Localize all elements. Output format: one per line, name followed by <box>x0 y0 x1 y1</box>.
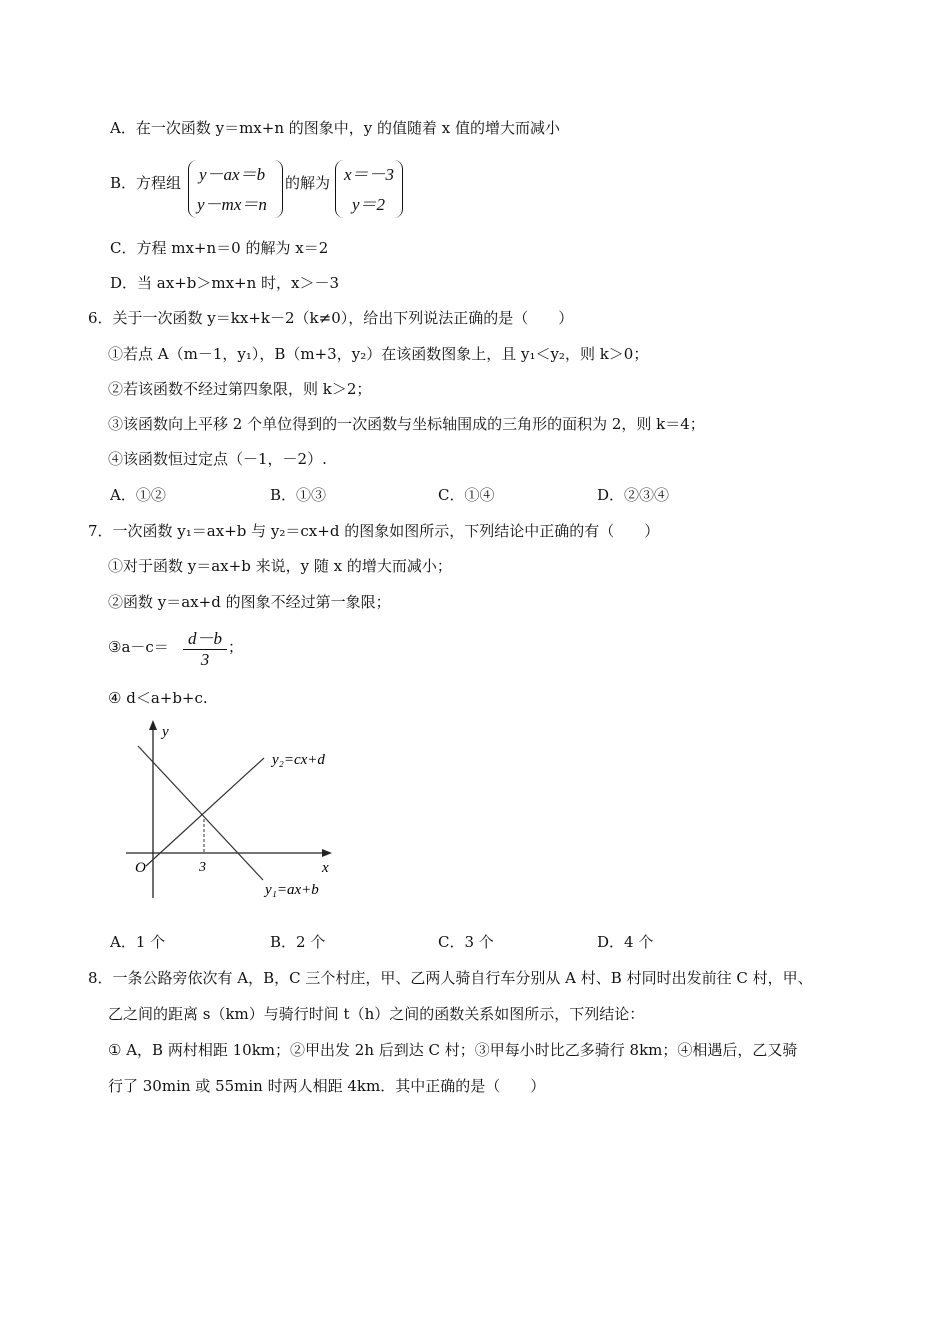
q6-statement-2: ②若该函数不经过第四象限，则 k＞2； <box>108 380 372 398</box>
q7-option-d: D．4 个 <box>597 933 654 951</box>
q7-option-c: C．3 个 <box>438 933 494 951</box>
q6-option-b: B．①③ <box>270 486 327 504</box>
q7-statement-2: ②函数 y＝ax+d 的图象不经过第一象限； <box>108 593 391 611</box>
x-axis-label: x <box>322 860 329 876</box>
q5-system-left-brace <box>188 160 197 218</box>
fraction-numerator: d－b <box>188 629 222 648</box>
q8-line-3: ① A，B 两村相距 10km；②甲出发 2h 后到达 C 村；③甲每小时比乙多骑行 8km；④相遇后，乙又骑 <box>108 1041 798 1059</box>
q6-stem: 6．关于一次函数 y＝kx+k－2（k≠0），给出下列说法正确的是（ ） <box>88 309 574 327</box>
q6-option-a: A．①② <box>110 486 166 504</box>
q5-solution-1: x＝－3 <box>344 165 395 184</box>
y-axis-arrow-icon <box>149 720 157 730</box>
q7-statement-3-fraction <box>183 624 227 670</box>
q7-statement-3-suffix: ； <box>228 638 244 656</box>
line-y2-label: y₂=cx+d <box>272 752 325 768</box>
q5-system-eq2: y－mx＝n <box>197 195 267 214</box>
q7-statement-1: ①对于函数 y＝ax+b 来说，y 随 x 的增大而减小； <box>108 557 452 575</box>
q8-line-4: 行了 30min 或 55min 时两人相距 4km．其中正确的是（ ） <box>108 1077 546 1095</box>
q5-system-right-brace <box>274 160 283 218</box>
q6-statement-3: ③该函数向上平移 2 个单位得到的一次函数与坐标轴围成的三角形的面积为 2，则 k＝4； <box>108 415 705 433</box>
x-tick-label: 3 <box>199 860 206 875</box>
q6-statement-1: ①若点 A（m－1，y₁），B（m+3，y₂）在该函数图象上，且 y₁＜y₂，则 k＞0； <box>108 345 649 363</box>
origin-label: O <box>135 860 146 876</box>
q7-function-graph <box>118 716 343 906</box>
q7-statement-3-prefix: ③a－c＝ <box>108 638 169 656</box>
q5-option-d: D．当 ax+b＞mx+n 时，x＞－3 <box>110 274 340 292</box>
q8-line-2: 乙之间的距离 s（km）与骑行时间 t（h）之间的函数关系如图所示，下列结论： <box>108 1005 645 1023</box>
line-y1-label: y₁=ax+b <box>265 882 319 898</box>
q7-statement-4: ④ d＜a+b+c. <box>108 689 208 707</box>
q6-statement-4: ④该函数恒过定点（－1，－2）. <box>108 450 327 468</box>
q5-system-eq1: y－ax＝b <box>199 165 266 184</box>
q6-option-c: C．①④ <box>438 486 495 504</box>
q5-option-c: C．方程 mx+n＝0 的解为 x＝2 <box>110 239 329 257</box>
q5-solution-2: y＝2 <box>352 195 386 214</box>
fraction-denominator: 3 <box>200 650 210 669</box>
q7-stem: 7．一次函数 y₁＝ax+b 与 y₂＝cx+d 的图象如图所示，下列结论中正确的有（ ） <box>88 522 660 540</box>
x-axis-arrow-icon <box>322 849 332 857</box>
q5-option-b-mid: 的解为 <box>285 174 331 192</box>
q5-solution-right-brace <box>394 160 403 218</box>
q7-option-b: B．2 个 <box>270 933 326 951</box>
q5-option-b-prefix: B．方程组 <box>110 174 182 192</box>
y-axis-label: y <box>162 724 169 740</box>
q7-option-a: A．1 个 <box>110 933 166 951</box>
q8-line-1: 8．一条公路旁依次有 A，B，C 三个村庄，甲、乙两人骑自行车分别从 A 村、B 村同时出发前往 C 村，甲、 <box>88 969 813 987</box>
q6-option-d: D．②③④ <box>597 486 670 504</box>
q5-solution-left-brace <box>335 160 344 218</box>
q5-option-a: A．在一次函数 y＝mx+n 的图象中，y 的值随着 x 值的增大而减小 <box>110 119 560 137</box>
